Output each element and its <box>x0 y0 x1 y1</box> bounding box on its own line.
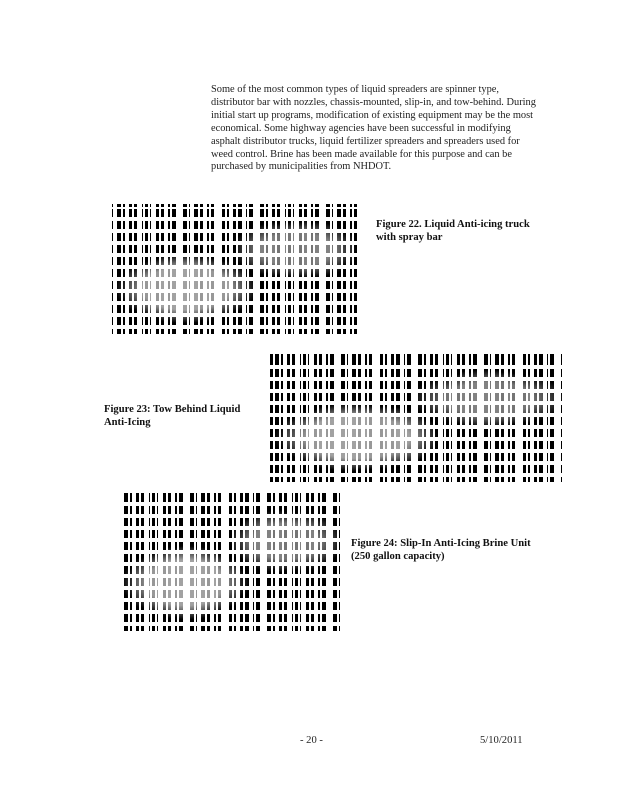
footer-date: 5/10/2011 <box>480 735 523 746</box>
figure-23-caption: Figure 23: Tow Behind Liquid Anti-Icing <box>104 404 241 428</box>
body-paragraph: Some of the most common types of liquid spreaders are spinner type, distributor bar with nozzles, chassis-mounted, slip-in, and tow-behind. During initial start up programs, modification of existing equipment may be the most economical. Some highway agencies have been successful in modifying asphalt distributor trucks, liquid fertilizer spreaders and spreaders used for weed control. Brine has been made available for this purpose and can be purchased by municipalities from NHDOT. <box>211 84 536 173</box>
figure-24-caption: Figure 24: Slip-In Anti-Icing Brine Unit (250 gallon capacity) <box>351 538 531 562</box>
figure-22-photo <box>112 204 358 334</box>
figure-23-photo <box>270 354 562 482</box>
figure-22-caption: Figure 22. Liquid Anti-icing truck with spray bar <box>376 219 530 243</box>
page-number: - 20 - <box>300 735 323 746</box>
figure-24-photo <box>119 493 341 631</box>
